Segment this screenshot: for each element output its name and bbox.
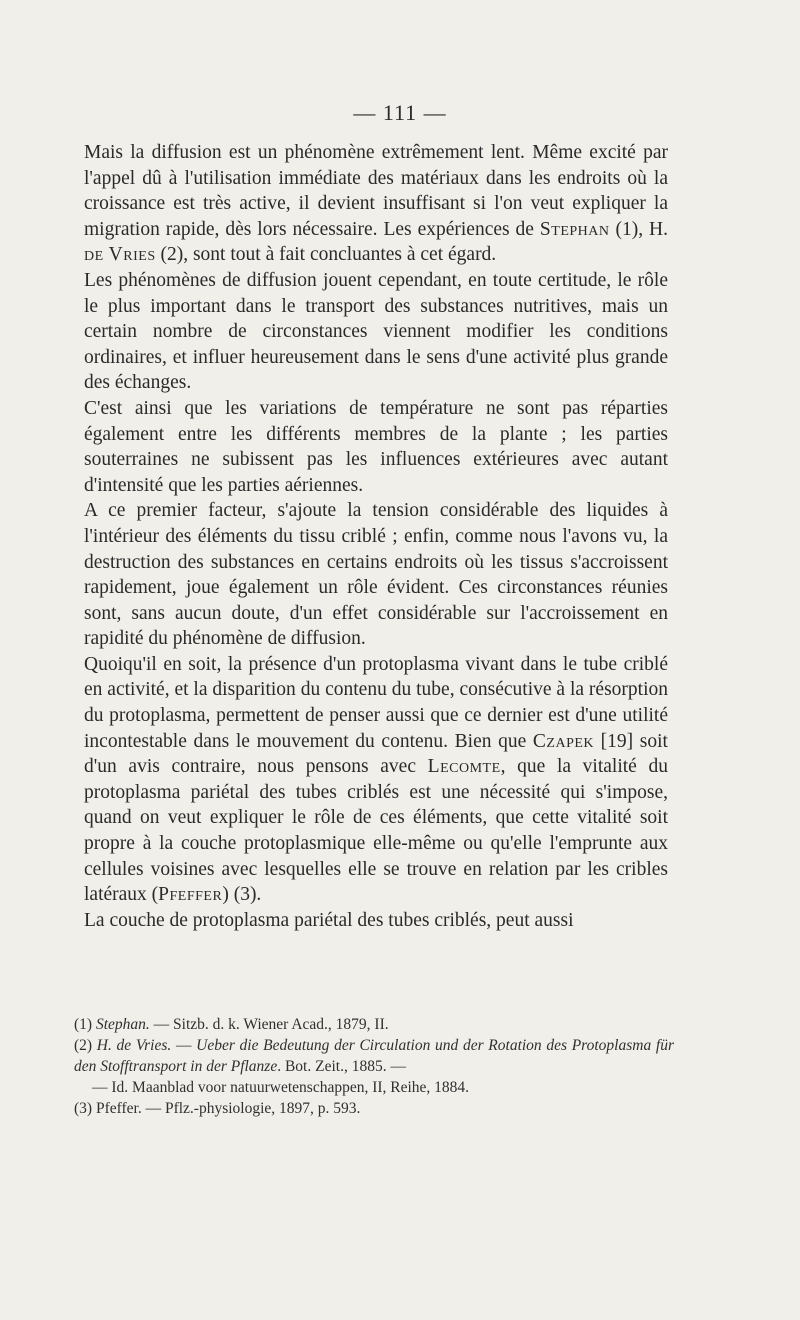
footnote-author: Stephan. — [95, 1016, 150, 1033]
footnote-title: Ueber die Bedeutung der Circulation und der Rotation des Protoplasma für den Stofftransport in der Pflanze — [74, 1037, 674, 1075]
footnote-2-continued: — Id. Maanblad voor natuurwetenschappen, II, Reihe, 1884. — [92, 1079, 470, 1096]
page-number: — 111 — — [353, 100, 447, 125]
paragraph-6: La couche de protoplasma pariétal des tubes criblés, peut aussi — [84, 909, 574, 931]
paragraph-1: Mais la diffusion est un phénomène extrêmement lent. Même excité par l'appel dû à l'utilisation immédiate des matériaux dans les endroits où la croissance est très active, il devient insuffisant si l'on veut expliquer la migration rapide, dès lors nécessaire. Les expériences de Stephan (1), H. de Vries (2), sont tout à fait concluantes à cet égard. — [84, 142, 668, 266]
paragraph-2: Les phénomènes de diffusion jouent cependant, en toute certitude, le rôle le plus important dans le transport des substances nutritives, mais un certain nombre de circonstances viennent modifier les conditions ordinaires, et influer heureusement dans le sens d'une activité plus grande des échanges. — [84, 269, 668, 394]
footnote-author: H. de Vries. — [96, 1037, 172, 1054]
author-name: Stephan — [539, 218, 610, 240]
footnote-3: (3) Pfeffer. — Pflz.-physiologie, 1897, p. 593. — [74, 1100, 361, 1117]
author-name: Pfeffer — [158, 884, 223, 906]
author-name: de Vries — [84, 244, 156, 266]
body-text — [84, 140, 668, 933]
footnotes — [74, 1014, 674, 1119]
paragraph-5: Quoiqu'il en soit, la présence d'un protoplasma vivant dans le tube criblé en activité, et la disparition du contenu du tube, consécutive à la résorption du protoplasma, permettent de penser aussi que ce dernier est d'une utilité incontestable dans le mouvement du contenu. Bien que Czapek [19] soit d'un avis contraire, nous pensons avec Lecomte, que la vitalité du protoplasma pariétal des tubes criblés est une nécessité qui s'impose, quand on veut expliquer le rôle de ces éléments, que cette vitalité soit propre à la couche protoplasmique elle-même ou qu'elle l'emprunte aux cellules voisines avec lesquelles elle se trouve en relation par les cribles latéraux (Pfeffer) (3). — [84, 653, 668, 906]
author-name: Lecomte — [427, 756, 501, 778]
paragraph-4: A ce premier facteur, s'ajoute la tension considérable des liquides à l'intérieur des éléments du tissu criblé ; enfin, comme nous l'avons vu, la destruction des substances en certains endroits où les tissus s'accroissent rapidement, joue également un rôle évident. Ces circonstances réunies sont, sans aucun doute, d'un effet considérable sur l'accroissement en rapidité du phénomène de diffusion. — [84, 500, 668, 650]
footnote-2: (2) H. de Vries. — Ueber die Bedeutung der Circulation und der Rotation des Protoplasma für den Stofftransport in der Pflanze. Bot. Zeit., 1885. — — [74, 1037, 674, 1075]
footnote-1: (1) Stephan. — Sitzb. d. k. Wiener Acad., 1879, II. — [74, 1016, 389, 1033]
paragraph-3: C'est ainsi que les variations de température ne sont pas réparties également entre les différents membres de la plante ; les parties souterraines ne subissent pas les influences extérieures avec autant d'intensité que les parties aériennes. — [84, 397, 668, 496]
author-name: Czapek — [532, 730, 595, 752]
